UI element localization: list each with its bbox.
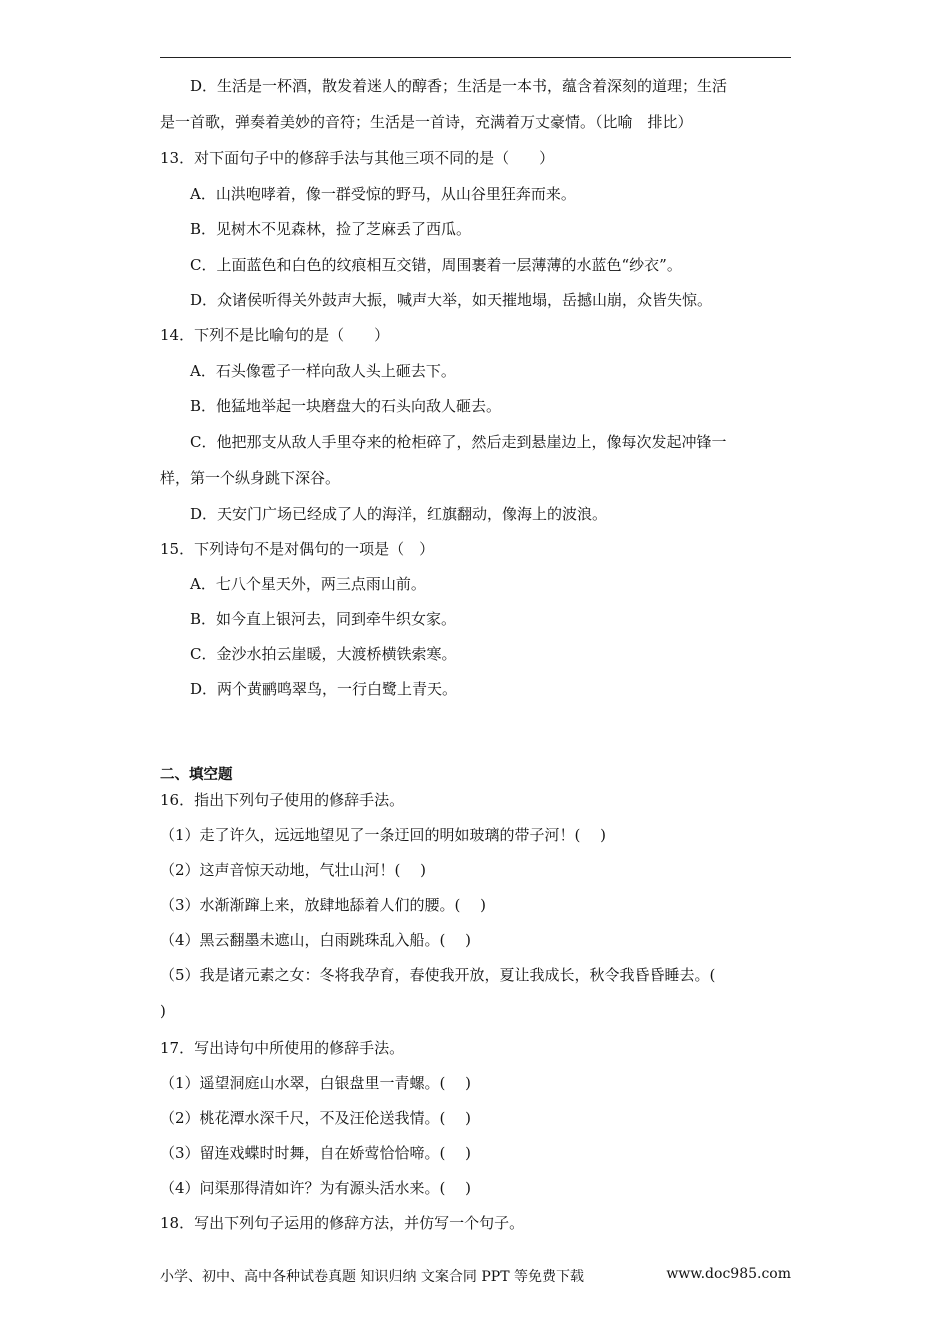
q16-item-2: （2）这声音惊天动地，气壮山河！( ) [160, 861, 427, 879]
q15-stem: 15．下列诗句不是对偶句的一项是（ ） [160, 540, 435, 558]
q12-option-d-line1: D．生活是一杯酒，散发着迷人的醇香；生活是一本书，蕴含着深刻的道理；生活 [190, 77, 728, 95]
q16-stem: 16．指出下列句子使用的修辞手法。 [160, 791, 405, 809]
q16-item-4: （4）黑云翻墨未遮山，白雨跳珠乱入船。( ) [160, 931, 472, 949]
q13-option-b: B．见树木不见森林，捡了芝麻丢了西瓜。 [190, 220, 472, 238]
section-title: 二、填空题 [160, 767, 233, 783]
q15-option-d: D．两个黄鹂鸣翠鸟，一行白鹭上青天。 [190, 680, 458, 698]
q12-option-d-line2: 是一首歌，弹奏着美妙的音符；生活是一首诗，充满着万丈豪情。（比喻 排比） [160, 113, 693, 131]
q16-item-5-cont: ) [160, 1002, 166, 1020]
q13-option-a: A．山洪咆哮着，像一群受惊的野马，从山谷里狂奔而来。 [190, 185, 576, 203]
q17-item-3: （3）留连戏蝶时时舞，自在娇莺恰恰啼。( ) [160, 1144, 472, 1162]
q13-option-d: D．众诸侯听得关外鼓声大振，喊声大举，如天摧地塌，岳撼山崩，众皆失惊。 [190, 291, 713, 309]
q17-item-4: （4）问渠那得清如许？为有源头活水来。( ) [160, 1179, 472, 1197]
q13-option-c: C．上面蓝色和白色的纹痕相互交错，周围裹着一层薄薄的水蓝色“纱衣”。 [190, 256, 682, 274]
header-rule [160, 57, 791, 58]
q13-stem: 13．对下面句子中的修辞手法与其他三项不同的是（ ） [160, 149, 555, 167]
q16-item-3: （3）水渐渐蹿上来，放肆地舔着人们的腰。( ) [160, 896, 487, 914]
q16-item-5: （5）我是诸元素之女：冬将我孕育，春使我开放，夏让我成长，秋令我昏昏睡去。( [160, 966, 716, 984]
page-footer [160, 1266, 791, 1286]
q14-option-d: D．天安门广场已经成了人的海洋，红旗翻动，像海上的波浪。 [190, 505, 608, 523]
q15-option-a: A．七八个星天外，两三点雨山前。 [190, 575, 426, 593]
q14-option-c-line1: C．他把那支从敌人手里夺来的枪柜碎了，然后走到悬崖边上，像每次发起冲锋一 [190, 433, 727, 451]
q14-option-b: B．他猛地举起一块磨盘大的石头向敌人砸去。 [190, 397, 502, 415]
q16-item-1: （1）走了许久，远远地望见了一条迂回的明如玻璃的带子河！( ) [160, 826, 607, 844]
q14-stem: 14．下列不是比喻句的是（ ） [160, 326, 390, 344]
footer-text: 小学、初中、高中各种试卷真题 知识归纳 文案合同 PPT 等免费下载 [160, 1269, 584, 1285]
q15-option-b: B．如今直上银河去，同到牵牛织女家。 [190, 610, 457, 628]
q17-item-1: （1）遥望洞庭山水翠，白银盘里一青螺。( ) [160, 1074, 472, 1092]
q18-stem: 18．写出下列句子运用的修辞方法，并仿写一个句子。 [160, 1214, 525, 1232]
footer-url[interactable]: www.doc985.com [666, 1266, 791, 1282]
q14-option-a: A．石头像雹子一样向敌人头上砸去下。 [190, 362, 456, 380]
q17-item-2: （2）桃花潭水深千尺，不及汪伦送我情。( ) [160, 1109, 472, 1127]
q15-option-c: C．金沙水拍云崖暖，大渡桥横铁索寒。 [190, 645, 457, 663]
q17-stem: 17．写出诗句中所使用的修辞手法。 [160, 1039, 405, 1057]
q14-option-c-line2: 样，第一个纵身跳下深谷。 [160, 469, 341, 487]
